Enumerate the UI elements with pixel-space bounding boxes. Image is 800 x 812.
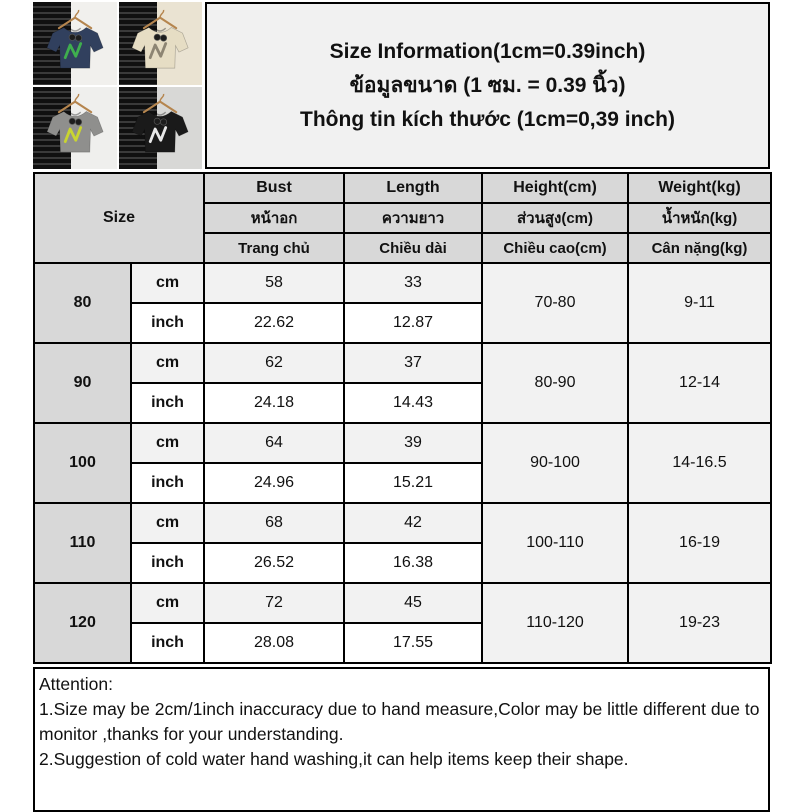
- bust-cm-cell: 62: [204, 343, 344, 383]
- length-cm-cell: 45: [344, 583, 482, 623]
- tshirt-body: [132, 27, 188, 68]
- tshirt-collar: [69, 112, 80, 115]
- weight-range-cell: 14-16.5: [628, 423, 771, 503]
- tshirt-illustration: [125, 4, 195, 83]
- gray-tshirt-on-hanger: [33, 87, 117, 170]
- length-cm-cell: 33: [344, 263, 482, 303]
- size-row-cm: [34, 263, 771, 303]
- attention-heading: Attention:: [39, 674, 113, 694]
- height-range-cell: 70-80: [482, 263, 628, 343]
- tshirt-collar: [155, 112, 166, 115]
- length-inch-cell: 17.55: [344, 623, 482, 663]
- header-length-th: ความยาว: [344, 203, 482, 233]
- header-weight-en: Weight(kg): [628, 173, 771, 203]
- top-block: [33, 2, 770, 169]
- beige-tshirt-on-hanger: [119, 2, 203, 85]
- hanger-hook: [75, 94, 79, 102]
- length-cm-cell: 37: [344, 343, 482, 383]
- size-row-cm: [34, 503, 771, 543]
- hanger-arms: [144, 102, 176, 113]
- hanger-arms: [59, 17, 91, 28]
- size-table: [33, 172, 772, 664]
- tshirt-body: [47, 27, 103, 68]
- weight-range-cell: 16-19: [628, 503, 771, 583]
- sunglasses-icon: [154, 118, 160, 124]
- header-height-en: Height(cm): [482, 173, 628, 203]
- length-inch-cell: 15.21: [344, 463, 482, 503]
- height-range-cell: 90-100: [482, 423, 628, 503]
- unit-inch-cell: inch: [131, 303, 204, 343]
- size-corner-label: Size: [34, 173, 204, 263]
- tshirt-illustration: [40, 88, 110, 167]
- sunglasses-icon: [154, 34, 160, 40]
- weight-range-cell: 19-23: [628, 583, 771, 663]
- hanger-hook: [160, 10, 164, 18]
- tshirt-collar: [155, 28, 166, 31]
- sunglasses-icon: [161, 119, 167, 125]
- header-height-th: ส่วนสูง(cm): [482, 203, 628, 233]
- length-inch-cell: 12.87: [344, 303, 482, 343]
- title-english: Size Information(1cm=0.39inch): [329, 39, 646, 63]
- unit-cm-cell: cm: [131, 583, 204, 623]
- hanger-hook: [75, 10, 79, 18]
- length-cm-cell: 39: [344, 423, 482, 463]
- sunglasses-icon: [161, 34, 167, 40]
- bust-cm-cell: 72: [204, 583, 344, 623]
- unit-inch-cell: inch: [131, 383, 204, 423]
- unit-inch-cell: inch: [131, 463, 204, 503]
- unit-inch-cell: inch: [131, 543, 204, 583]
- size-value-cell: 90: [34, 343, 131, 423]
- bust-inch-cell: 22.62: [204, 303, 344, 343]
- black-tshirt-on-hanger: [119, 87, 203, 170]
- sunglasses-icon: [69, 34, 75, 40]
- height-range-cell: 110-120: [482, 583, 628, 663]
- bust-inch-cell: 26.52: [204, 543, 344, 583]
- size-value-cell: 110: [34, 503, 131, 583]
- hanger-hook: [160, 94, 164, 102]
- bust-cm-cell: 58: [204, 263, 344, 303]
- bust-cm-cell: 64: [204, 423, 344, 463]
- size-value-cell: 120: [34, 583, 131, 663]
- bust-inch-cell: 28.08: [204, 623, 344, 663]
- tshirt-collar: [69, 28, 80, 31]
- header-weight-vi: Cân nặng(kg): [628, 233, 771, 263]
- weight-range-cell: 12-14: [628, 343, 771, 423]
- header-height-vi: Chiều cao(cm): [482, 233, 628, 263]
- length-cm-cell: 42: [344, 503, 482, 543]
- header-bust-vi: Trang chủ: [204, 233, 344, 263]
- unit-cm-cell: cm: [131, 423, 204, 463]
- attention-box: [33, 667, 770, 812]
- tshirt-body: [132, 112, 188, 153]
- title-thai: ข้อมูลขนาด (1 ซม. = 0.39 นิ้ว): [349, 73, 626, 97]
- tshirt-illustration: [40, 4, 110, 83]
- unit-cm-cell: cm: [131, 343, 204, 383]
- length-inch-cell: 14.43: [344, 383, 482, 423]
- attention-line-2: 2.Suggestion of cold water hand washing,it can help items keep their shape.: [39, 748, 629, 769]
- header-length-en: Length: [344, 173, 482, 203]
- hanger-arms: [144, 17, 176, 28]
- size-row-cm: [34, 583, 771, 623]
- title-vietnamese: Thông tin kích thước (1cm=0,39 inch): [300, 107, 675, 131]
- product-photo-grid: [33, 2, 202, 169]
- header-bust-th: หน้าอก: [204, 203, 344, 233]
- size-chart-page: [33, 2, 770, 812]
- tshirt-body: [47, 112, 103, 153]
- size-value-cell: 100: [34, 423, 131, 503]
- header-length-vi: Chiều dài: [344, 233, 482, 263]
- unit-cm-cell: cm: [131, 263, 204, 303]
- hanger-arms: [59, 102, 91, 113]
- size-row-cm: [34, 343, 771, 383]
- title-box: [205, 2, 770, 169]
- size-value-cell: 80: [34, 263, 131, 343]
- size-row-cm: [34, 423, 771, 463]
- unit-cm-cell: cm: [131, 503, 204, 543]
- height-range-cell: 100-110: [482, 503, 628, 583]
- weight-range-cell: 9-11: [628, 263, 771, 343]
- sunglasses-icon: [75, 119, 81, 125]
- bust-inch-cell: 24.18: [204, 383, 344, 423]
- header-bust-en: Bust: [204, 173, 344, 203]
- sunglasses-icon: [69, 118, 75, 124]
- unit-inch-cell: inch: [131, 623, 204, 663]
- sunglasses-icon: [75, 34, 81, 40]
- bust-inch-cell: 24.96: [204, 463, 344, 503]
- tshirt-illustration: [125, 88, 195, 167]
- header-row-english: [34, 173, 771, 203]
- length-inch-cell: 16.38: [344, 543, 482, 583]
- bust-cm-cell: 68: [204, 503, 344, 543]
- height-range-cell: 80-90: [482, 343, 628, 423]
- header-weight-th: น้ำหนัก(kg): [628, 203, 771, 233]
- attention-line-1: 1.Size may be 2cm/1inch inaccuracy due to hand measure,Color may be little different due to monitor ,thanks for your understanding.: [39, 698, 760, 744]
- navy-tshirt-on-hanger: [33, 2, 117, 85]
